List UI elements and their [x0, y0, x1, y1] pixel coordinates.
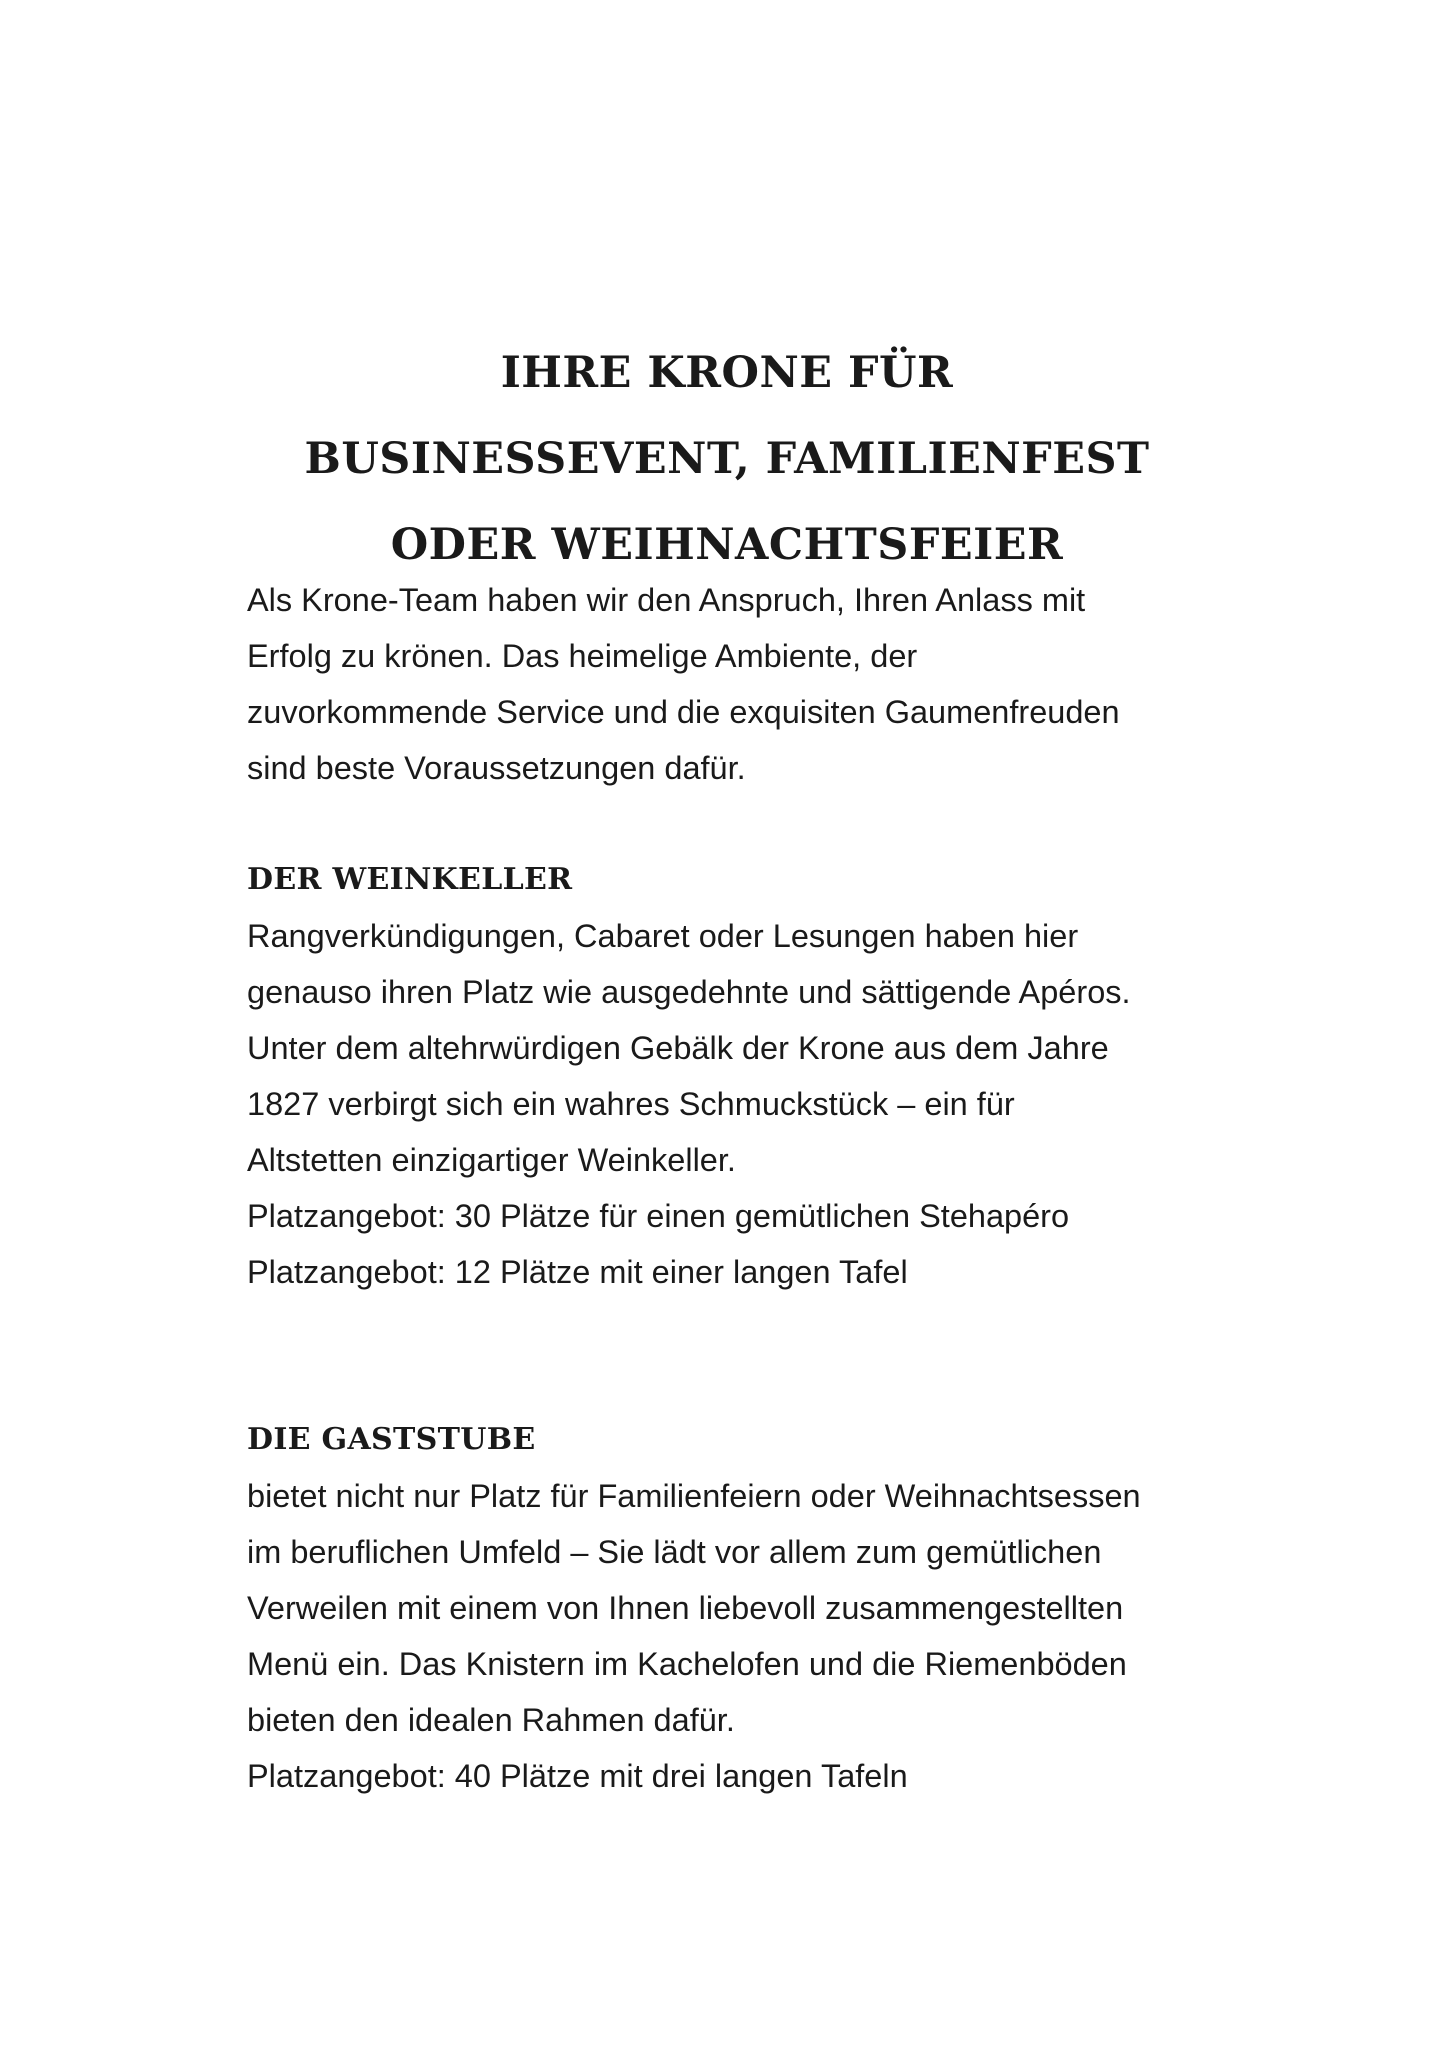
intro-paragraph [247, 572, 1247, 796]
page-title [0, 330, 1454, 588]
text-line: Altstetten einzigartiger Weinkeller. [247, 1142, 736, 1178]
section-gaststube [247, 1412, 1247, 1804]
text-line: bieten den idealen Rahmen dafür. [247, 1702, 735, 1738]
text-line: sind beste Voraussetzungen dafür. [247, 750, 746, 786]
section-heading: DER WEINKELLER [247, 862, 573, 897]
title-line: BUSINESSEVENT, FAMILIENFEST [304, 434, 1150, 484]
text-line: Rangverkündigungen, Cabaret oder Lesungen haben hier [247, 918, 1079, 954]
text-line: im beruflichen Umfeld – Sie lädt vor allem zum gemütlichen [247, 1534, 1102, 1570]
text-line: Verweilen mit einem von Ihnen liebevoll zusammengestellten [247, 1590, 1124, 1626]
section-heading: DIE GASTSTUBE [247, 1422, 536, 1457]
text-line: Menü ein. Das Knistern im Kachelofen und die Riemenböden [247, 1646, 1127, 1682]
text-line: zuvorkommende Service und die exquisiten Gaumenfreuden [247, 694, 1120, 730]
text-line: Als Krone-Team haben wir den Anspruch, Ihren Anlass mit [247, 582, 1086, 618]
text-line: genauso ihren Platz wie ausgedehnte und sättigende Apéros. [247, 974, 1131, 1010]
text-line: 1827 verbirgt sich ein wahres Schmuckstück – ein für [247, 1086, 1015, 1122]
title-line: ODER WEIHNACHTSFEIER [390, 520, 1064, 570]
capacity-line: Platzangebot: 30 Plätze für einen gemütlichen Stehapéro [247, 1198, 1070, 1234]
text-line: bietet nicht nur Platz für Familienfeiern oder Weihnachtsessen [247, 1478, 1141, 1514]
capacity-line: Platzangebot: 40 Plätze mit drei langen Tafeln [247, 1758, 908, 1794]
title-line: IHRE KRONE FÜR [500, 348, 954, 398]
text-line: Unter dem altehrwürdigen Gebälk der Krone aus dem Jahre [247, 1030, 1109, 1066]
section-weinkeller [247, 852, 1247, 1300]
text-line: Erfolg zu krönen. Das heimelige Ambiente, der [247, 638, 918, 674]
capacity-line: Platzangebot: 12 Plätze mit einer langen Tafel [247, 1254, 908, 1290]
